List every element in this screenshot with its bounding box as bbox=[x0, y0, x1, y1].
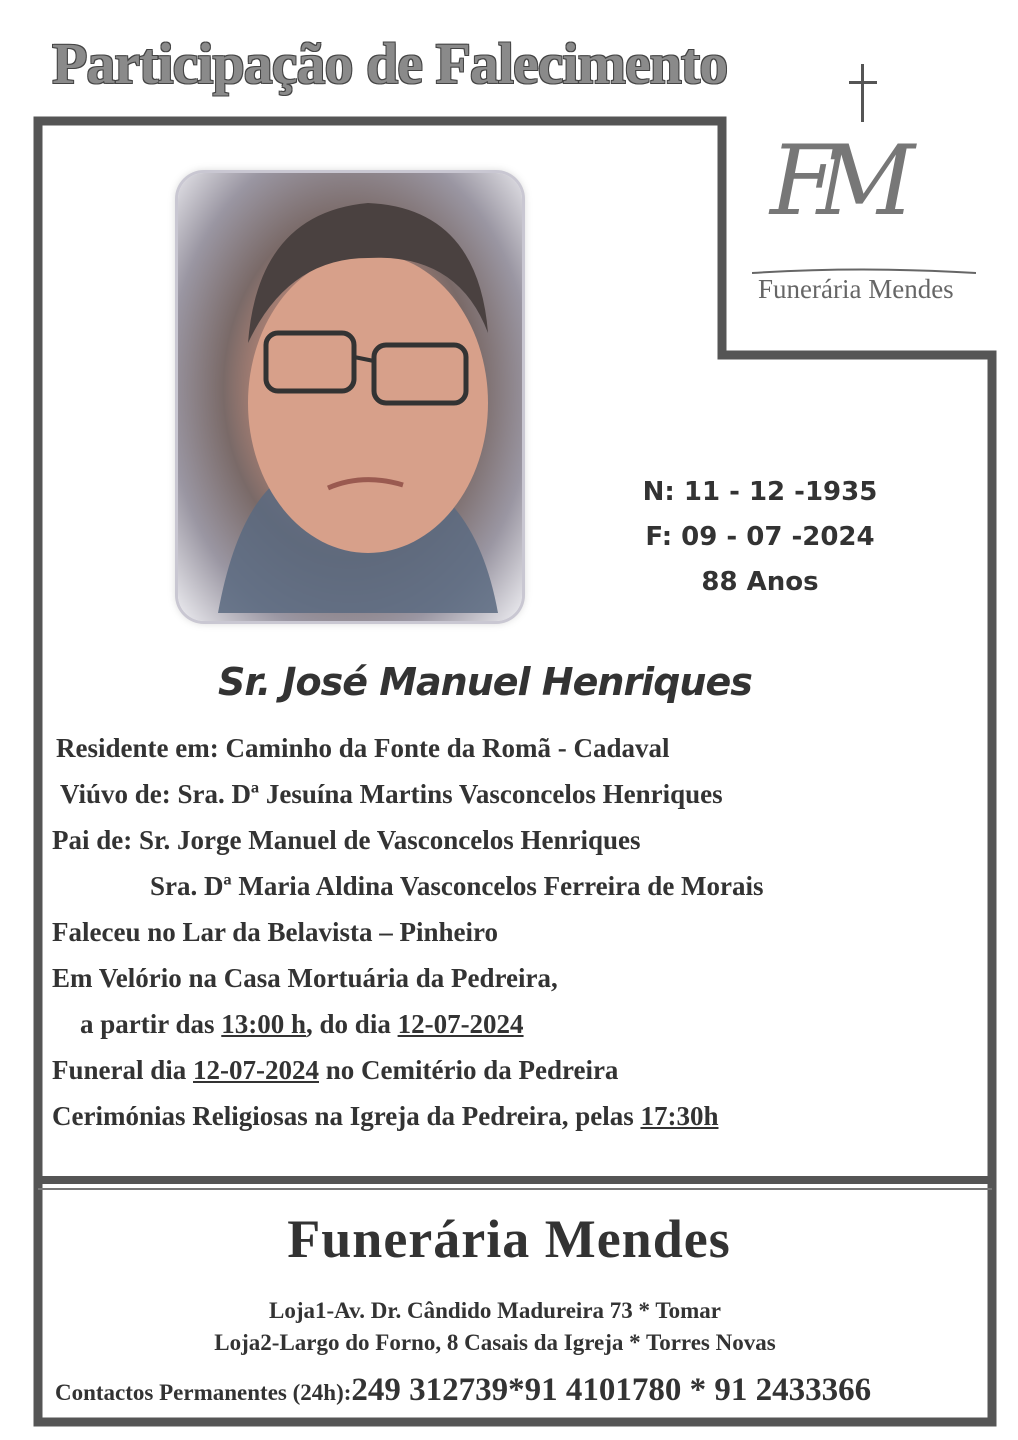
portrait-image bbox=[178, 173, 522, 621]
logo-name: Funerária Mendes bbox=[758, 274, 954, 304]
deceased-portrait bbox=[178, 173, 522, 621]
store-1-address: Loja1-Av. Dr. Cândido Madureira 73 * Tomar bbox=[269, 1298, 721, 1323]
dates-block bbox=[630, 470, 890, 605]
death-date: F: 09 - 07 -2024 bbox=[645, 522, 875, 552]
wake-date: 12-07-2024 bbox=[397, 1009, 524, 1039]
funeral-prefix: Funeral dia bbox=[52, 1055, 194, 1085]
store-2-address: Loja2-Largo do Forno, 8 Casais da Igreja * Torres Novas bbox=[214, 1330, 776, 1355]
residence: Residente em: Caminho da Fonte da Romã - Cadaval bbox=[56, 733, 670, 763]
deceased-name: Sr. José Manuel Henriques bbox=[218, 660, 752, 704]
funeral-suffix: no Cemitério da Pedreira bbox=[319, 1055, 619, 1085]
ceremony-prefix: Cerimónias Religiosas na Igreja da Pedreira, pelas bbox=[52, 1101, 641, 1131]
birth-date: N: 11 - 12 -1935 bbox=[642, 477, 878, 507]
ceremony-time: 17:30h bbox=[640, 1101, 719, 1131]
wake-time: 13:00 h bbox=[221, 1009, 307, 1039]
page-title: Participação de Falecimento bbox=[52, 31, 728, 96]
widower-of: Viúvo de: Sra. Dª Jesuína Martins Vasconcelos Henriques bbox=[60, 779, 723, 809]
contacts-label: Contactos Permanentes (24h): bbox=[55, 1380, 352, 1405]
footer-company: Funerária Mendes bbox=[287, 1209, 731, 1269]
funeral-date: 12-07-2024 bbox=[193, 1055, 319, 1085]
father-of: Pai de: Sr. Jorge Manuel de Vasconcelos Henriques bbox=[52, 825, 641, 855]
logo-monogram: FM bbox=[770, 125, 895, 237]
phone-numbers: 249 312739*91 4101780 * 91 2433366 bbox=[351, 1372, 872, 1408]
died-at: Faleceu no Lar da Belavista – Pinheiro bbox=[52, 917, 499, 947]
cross-icon bbox=[843, 64, 883, 124]
contacts-line bbox=[55, 1372, 871, 1409]
wake-time-prefix: a partir das bbox=[80, 1009, 222, 1039]
wake-day-prefix: , do dia bbox=[306, 1009, 398, 1039]
funeral-line bbox=[52, 1055, 618, 1086]
father-of-second: Sra. Dª Maria Aldina Vasconcelos Ferreira de Morais bbox=[150, 871, 764, 901]
wake-location: Em Velório na Casa Mortuária da Pedreira, bbox=[52, 963, 558, 993]
ceremony-line bbox=[52, 1101, 718, 1132]
age: 88 Anos bbox=[701, 567, 819, 597]
wake-time-line bbox=[80, 1009, 524, 1040]
